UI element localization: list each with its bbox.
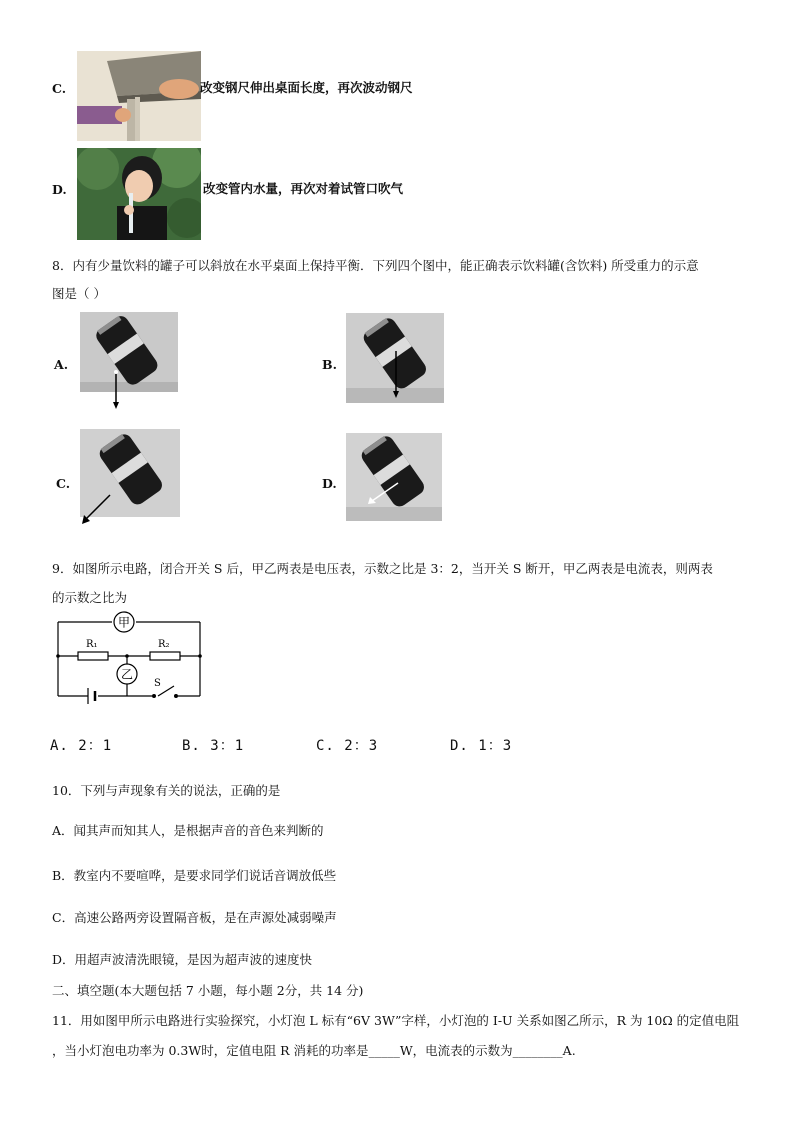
q8-stem-line2: 图是（ ）	[52, 286, 106, 301]
resistor-r1	[78, 652, 108, 660]
can-gravity-figure-c	[80, 429, 180, 527]
q7-option-c-text: 改变钢尺伸出桌面长度，再次波动钢尺	[200, 80, 413, 95]
resistor-r2-label: R₂	[158, 639, 170, 650]
q11-blank-2[interactable]: ________	[512, 1043, 563, 1058]
q7-option-d-text: 改变管内水量，再次对着试管口吹气	[203, 181, 404, 196]
q8-option-c-label: C.	[56, 476, 71, 491]
q8-option-b-label: B.	[322, 357, 337, 372]
q7-option-c-label: C.	[52, 81, 67, 96]
q8-stem-line1: 8．内有少量饮料的罐子可以斜放在水平桌面上保持平衡．下列四个图中，能正确表示饮料罐(含饮料) 所受重力的示意	[52, 258, 699, 273]
q11-stem-line1: 11．用如图甲所示电路进行实验探究，小灯泡 L 标有“6V 3W”字样，小灯泡的 I-U 关系如图乙所示，R 为 10Ω 的定值电阻	[52, 1013, 740, 1028]
q8-option-d-label: D.	[322, 476, 337, 491]
meter-yi-label: 乙	[120, 667, 134, 682]
q9-option-b: B. 3：1	[182, 738, 245, 754]
switch-s-label: S	[154, 678, 161, 689]
ruler-on-desk-photo	[77, 51, 201, 141]
q9-option-d: D. 1：3	[450, 738, 513, 754]
circuit-diagram	[50, 610, 210, 710]
q9-stem-line2: 的示数之比为	[52, 590, 128, 605]
can-gravity-figure-a	[80, 312, 178, 410]
q10-option-a: A．闻其声而知其人，是根据声音的音色来判断的	[52, 823, 324, 838]
q11-stem-line2: ，当小灯泡电功率为 0.3W时，定值电阻 R 消耗的功率是_____W，电流表的示数为________A.	[52, 1043, 576, 1058]
q9-option-a: A. 2：1	[50, 738, 113, 754]
q9-stem-line1: 9．如图所示电路，闭合开关 S 后，甲乙两表是电压表，示数之比是 3：2，当开关 S 断开，甲乙两表是电流表，则两表	[52, 561, 713, 576]
girl-blowing-test-tube-photo	[77, 148, 201, 240]
q10-option-b: B．教室内不要喧哗，是要求同学们说话音调放低些	[52, 868, 337, 883]
resistor-r1-label: R₁	[86, 639, 98, 650]
q7-option-d-label: D.	[52, 182, 67, 197]
q8-option-a-label: A.	[54, 357, 69, 372]
q10-option-d: D．用超声波清洗眼镜，是因为超声波的速度快	[52, 952, 313, 967]
section-fill-blank-heading: 二、填空题(本大题包括 7 小题，每小题 2分，共 14 分)	[52, 983, 364, 998]
can-gravity-figure-d	[346, 433, 442, 521]
q10-option-c: C．高速公路两旁设置隔音板，是在声源处减弱噪声	[52, 910, 337, 925]
resistor-r2	[150, 652, 180, 660]
q10-stem: 10．下列与声现象有关的说法，正确的是	[52, 783, 281, 798]
meter-jia-label: 甲	[117, 615, 131, 630]
q11-blank-1[interactable]: _____	[368, 1043, 400, 1058]
q9-option-c: C. 2：3	[316, 738, 379, 754]
can-gravity-figure-b	[346, 313, 444, 403]
